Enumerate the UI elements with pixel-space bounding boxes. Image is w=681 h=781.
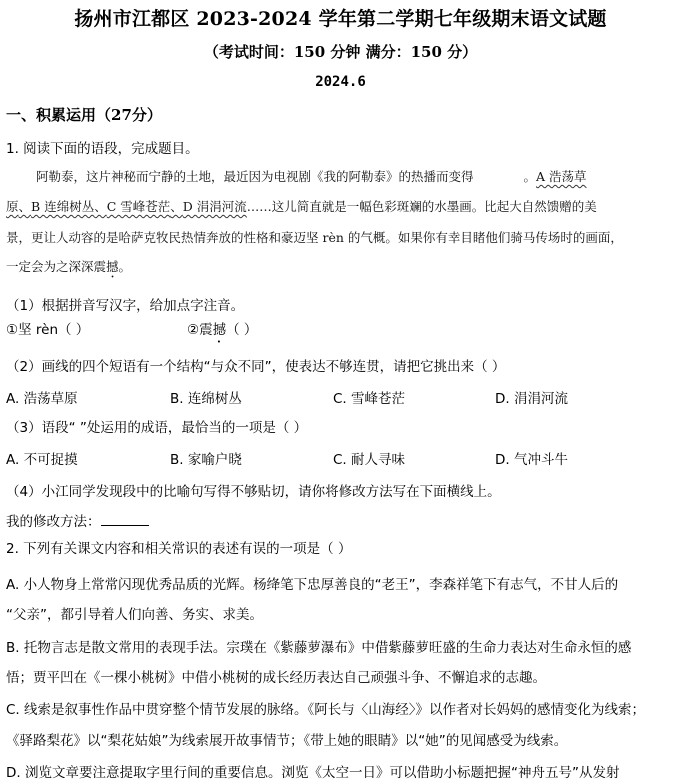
q2-option-c-line2: 《驿路梨花》以“梨花姑娘”为线索展开故事情节；《带上她的眼睛》以“她”的见闻感受为线索。 <box>6 733 568 749</box>
option-a: A. 浩荡草原 <box>6 391 78 407</box>
q2-option-a-line2: “父亲”，都引导着人们向善、务实、求美。 <box>6 607 263 623</box>
phrase-a: A 浩荡草 <box>536 169 587 184</box>
passage-text: 一定会为之深深震 <box>6 259 107 274</box>
answer-label: 我的修改方法： <box>6 514 101 530</box>
sep: 、 <box>94 199 107 214</box>
passage-line-4 <box>6 257 131 281</box>
sep: 、 <box>18 199 32 214</box>
q2-option-b-line2: 悟；贾平凹在《一棵小桃树》中借小桃树的成长经历表达自己顽强斗争、不懈追求的志趣。 <box>6 670 546 686</box>
option-b: B. 连绵树丛 <box>170 391 242 407</box>
question-1-stem: 1. 阅读下面的语段，完成题目。 <box>6 141 199 157</box>
passage-text: 。 <box>118 259 132 274</box>
sub-question-4: （4）小江同学发现段中的比喻句写得不够贴切，请你将修改方法写在下面横线上。 <box>6 484 501 500</box>
option-c: C. 雪峰苍茫 <box>333 391 406 407</box>
option-c: C. 耐人寻味 <box>333 452 406 468</box>
question-2-stem: 2. 下列有关课文内容和相关常识的表述有误的一项是（ ） <box>6 541 352 557</box>
sub1b-text: （ ） <box>226 322 258 338</box>
option-d: D. 涓涓河流 <box>495 391 568 407</box>
passage-text: 阿勒泰，这片神秘而宁静的土地，最近因为电视剧《我的阿勒泰》的热播而变得 <box>36 169 474 184</box>
sep: 、 <box>170 199 183 214</box>
sub1b-text: ②震 <box>187 322 213 338</box>
option-b: B. 家喻户晓 <box>170 452 242 468</box>
sub-question-2: （2）画线的四个短语有一个结构“与众不同”，使表达不够连贯，请把它挑出来（ ） <box>6 359 506 375</box>
sub-question-3: （3）语段“ ”处运用的成语，最恰当的一项是（ ） <box>6 420 308 436</box>
section-heading: 一、积累运用（27分） <box>6 106 162 124</box>
exam-title: 扬州市江都区 2023-2024 学年第二学期七年级期末语文试题 <box>74 8 607 30</box>
passage-text: 。 <box>523 169 537 184</box>
sub-question-1-b <box>187 318 257 346</box>
option-d: D. 气冲斗牛 <box>495 452 568 468</box>
dotted-char: 撼 <box>212 322 227 338</box>
q2-option-a-line1: A. 小人物身上常常闪现优秀品质的光辉。杨绛笔下忠厚善良的“老王”，李森祥笔下有志气，不甘人后的 <box>6 577 619 593</box>
phrase-c: C 雪峰苍茫 <box>106 199 171 214</box>
q2-option-b-line1: B. 托物言志是散文常用的表现手法。宗璞在《紫藤萝瀑布》中借紫藤萝旺盛的生命力表达对生命永恒的感 <box>6 640 632 656</box>
exam-date: 2024.6 <box>315 74 366 90</box>
passage-line-3: 景，更让人动容的是哈萨克牧民热情奔放的性格和豪迈坚 rèn 的气概。如果你有幸目睹他们骑马传场时的画面， <box>6 230 623 245</box>
dotted-char: 撼 <box>106 259 119 274</box>
phrase-b: B 连绵树丛 <box>31 199 95 214</box>
phrase-d: D 涓涓河流 <box>182 199 247 214</box>
passage-line-1 <box>36 167 587 185</box>
passage-text: ……这儿简直就是一幅色彩斑斓的水墨画。比起大自然馈赠的美 <box>246 199 597 214</box>
q2-option-c-line1: C. 线索是叙事性作品中贯穿整个情节发展的脉络。《阿长与〈山海经〉》以作者对长妈妈的感情变化为线索； <box>6 702 646 718</box>
phrase-a-cont: 原 <box>6 199 19 214</box>
answer-blank[interactable] <box>101 524 149 526</box>
exam-subtitle: （考试时间：150 分钟 满分：150 分） <box>203 43 478 61</box>
option-a: A. 不可捉摸 <box>6 452 78 468</box>
passage-line-2 <box>6 197 597 215</box>
answer-line <box>6 510 149 530</box>
sub-question-1-a: ①坚 rèn（ ） <box>6 322 90 338</box>
sub-question-1: （1）根据拼音写汉字，给加点字注音。 <box>6 298 245 314</box>
q2-option-d-line1: D. 浏览文章要注意提取字里行间的重要信息。浏览《太空一日》可以借助小标题把握“神舟五号”从发射 <box>6 765 620 781</box>
